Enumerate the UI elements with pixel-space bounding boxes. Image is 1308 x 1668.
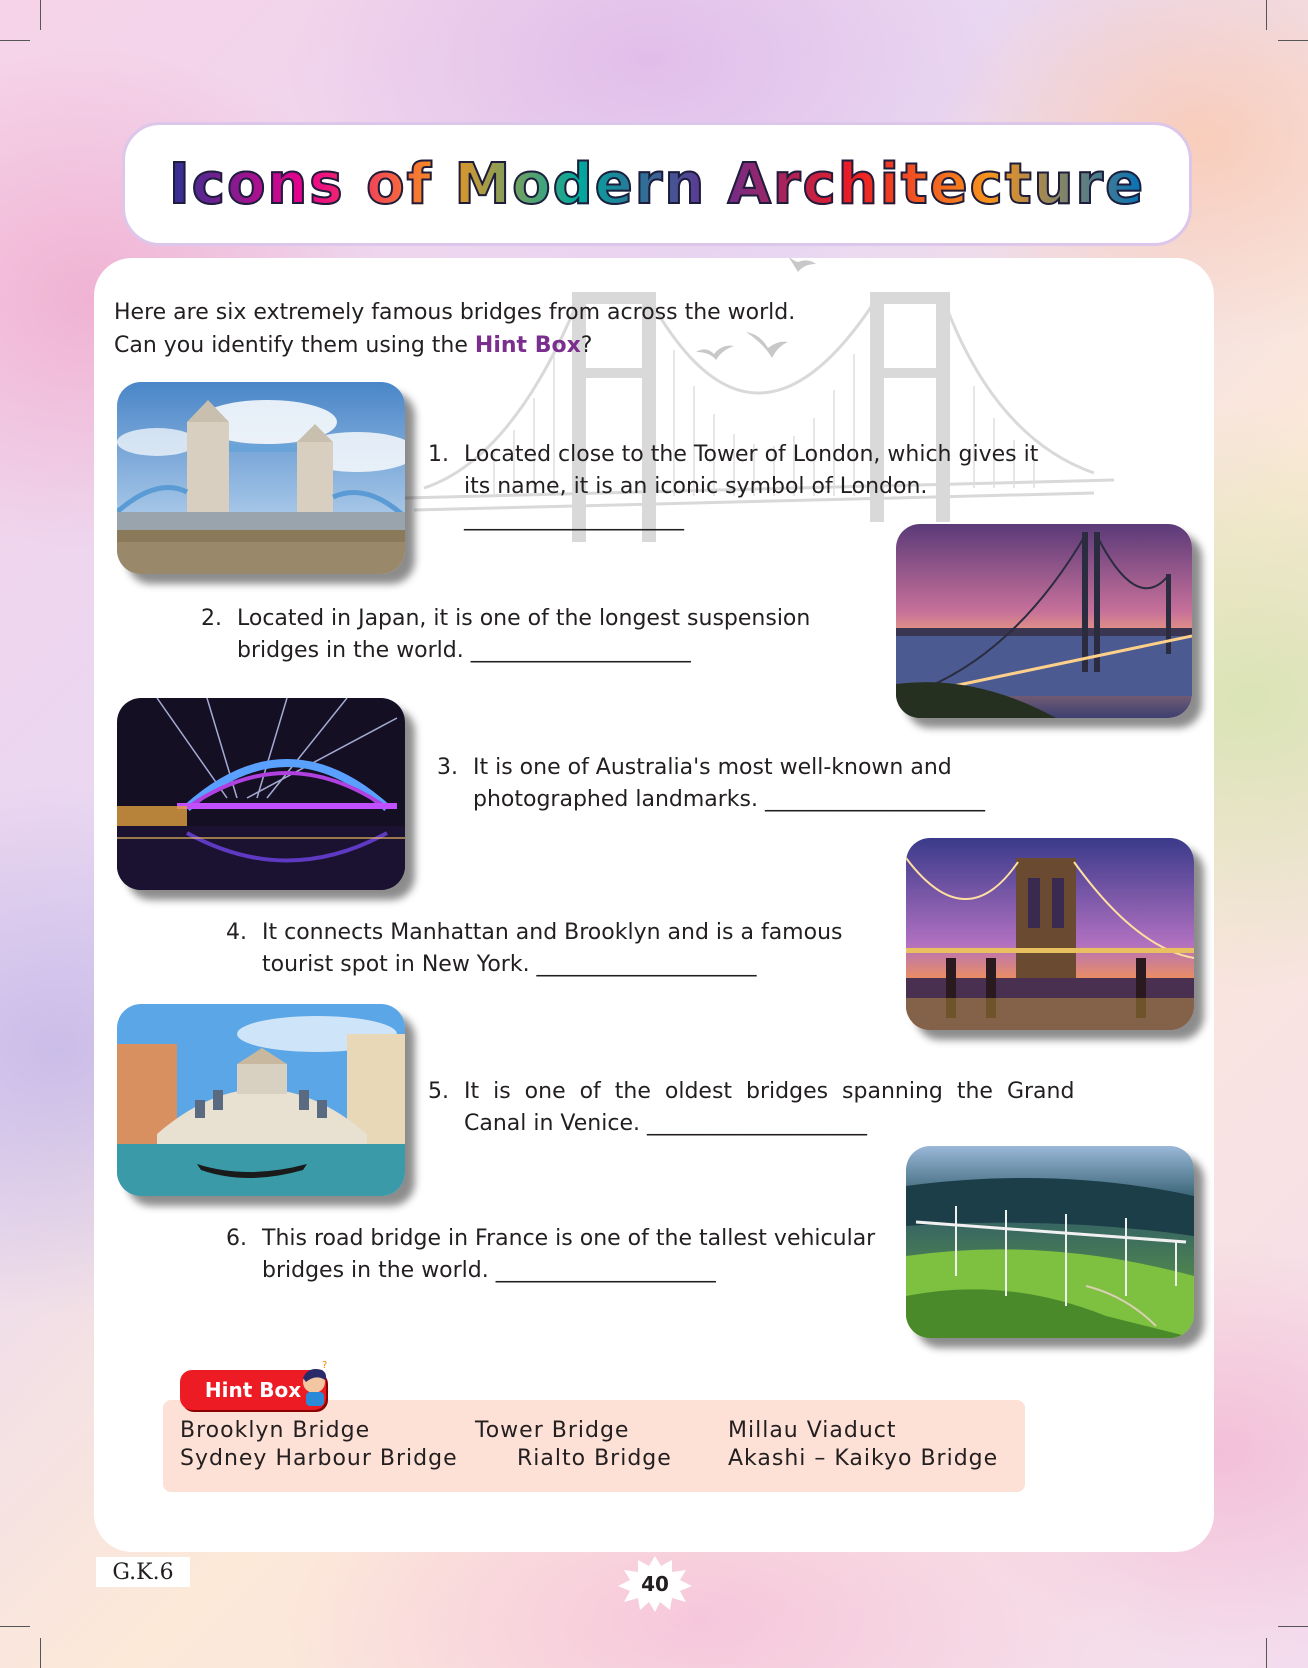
intro-line-2-end: ? bbox=[580, 333, 593, 358]
question-text-line: Canal in Venice. ____________________ bbox=[464, 1111, 867, 1136]
svg-text:?: ? bbox=[322, 1360, 328, 1371]
hint-box-label-text: Hint Box bbox=[204, 1378, 302, 1402]
thinking-boy-icon bbox=[298, 1360, 332, 1408]
question-text-line: tourist spot in New York. ____________________ bbox=[262, 952, 757, 977]
hint-box-reference: Hint Box bbox=[474, 333, 581, 358]
question-text-line: Located in Japan, it is one of the longest suspension bbox=[237, 606, 811, 631]
hint-item: Tower Bridge bbox=[475, 1418, 630, 1443]
photo-sydney-harbour-bridge bbox=[117, 698, 405, 890]
photo-rialto-bridge bbox=[117, 1004, 405, 1196]
intro-line-1: Here are six extremely famous bridges from across the world. bbox=[114, 300, 796, 325]
question-1 bbox=[428, 439, 1039, 535]
intro-line-2 bbox=[114, 329, 795, 362]
hint-item: Brooklyn Bridge bbox=[180, 1418, 371, 1443]
question-text-line: bridges in the world. ____________________ bbox=[262, 1258, 716, 1283]
question-6 bbox=[226, 1223, 876, 1287]
crop-mark bbox=[1278, 40, 1308, 41]
question-text-line: Located close to the Tower of London, which gives it bbox=[464, 442, 1039, 467]
page-number bbox=[618, 1556, 692, 1612]
hint-item: Sydney Harbour Bridge bbox=[180, 1446, 458, 1471]
hint-item: Akashi – Kaikyo Bridge bbox=[728, 1446, 999, 1471]
crop-mark bbox=[40, 0, 41, 30]
question-3 bbox=[437, 752, 985, 816]
crop-mark bbox=[0, 1626, 30, 1627]
photo-millau-viaduct bbox=[906, 1146, 1194, 1338]
photo-brooklyn-bridge bbox=[906, 838, 1194, 1030]
book-code bbox=[96, 1557, 190, 1587]
question-number: 2. bbox=[201, 606, 222, 631]
question-number: 6. bbox=[226, 1226, 247, 1251]
crop-mark bbox=[40, 1638, 41, 1668]
question-text-line: It is one of the oldest bridges spanning the Grand bbox=[464, 1079, 1075, 1104]
crop-mark bbox=[1278, 1626, 1308, 1627]
hint-item: Millau Viaduct bbox=[728, 1418, 897, 1443]
question-number: 5. bbox=[428, 1079, 449, 1104]
hint-box bbox=[163, 1400, 1025, 1492]
crop-mark bbox=[1266, 1638, 1267, 1668]
intro-text bbox=[114, 296, 795, 362]
title-banner bbox=[122, 122, 1192, 246]
question-5 bbox=[428, 1076, 1075, 1140]
answer-blank[interactable]: ____________________ bbox=[464, 506, 684, 531]
question-number: 1. bbox=[428, 442, 449, 467]
question-number: 4. bbox=[226, 920, 247, 945]
question-number: 3. bbox=[437, 755, 458, 780]
photo-akashi-kaikyo-bridge bbox=[896, 524, 1192, 718]
page-title: Icons of Modern Architecture bbox=[168, 151, 1146, 217]
question-text-line: It connects Manhattan and Brooklyn and is a famous bbox=[262, 920, 843, 945]
book-code-text: G.K.6 bbox=[112, 1559, 174, 1585]
hint-item: Rialto Bridge bbox=[517, 1446, 672, 1471]
crop-mark bbox=[1266, 0, 1267, 30]
question-text-line: It is one of Australia's most well-known and bbox=[473, 755, 952, 780]
question-2 bbox=[201, 603, 811, 667]
question-text-line: bridges in the world. ____________________ bbox=[237, 638, 691, 663]
question-text-line: its name, it is an iconic symbol of London. bbox=[464, 474, 928, 499]
question-text-line: photographed landmarks. ____________________ bbox=[473, 787, 985, 812]
photo-tower-bridge bbox=[117, 382, 405, 574]
question-4 bbox=[226, 917, 843, 981]
question-text-line: This road bridge in France is one of the tallest vehicular bbox=[262, 1226, 876, 1251]
intro-line-2-text: Can you identify them using the bbox=[114, 333, 475, 358]
crop-mark bbox=[0, 40, 30, 41]
page-number-text: 40 bbox=[641, 1572, 669, 1596]
